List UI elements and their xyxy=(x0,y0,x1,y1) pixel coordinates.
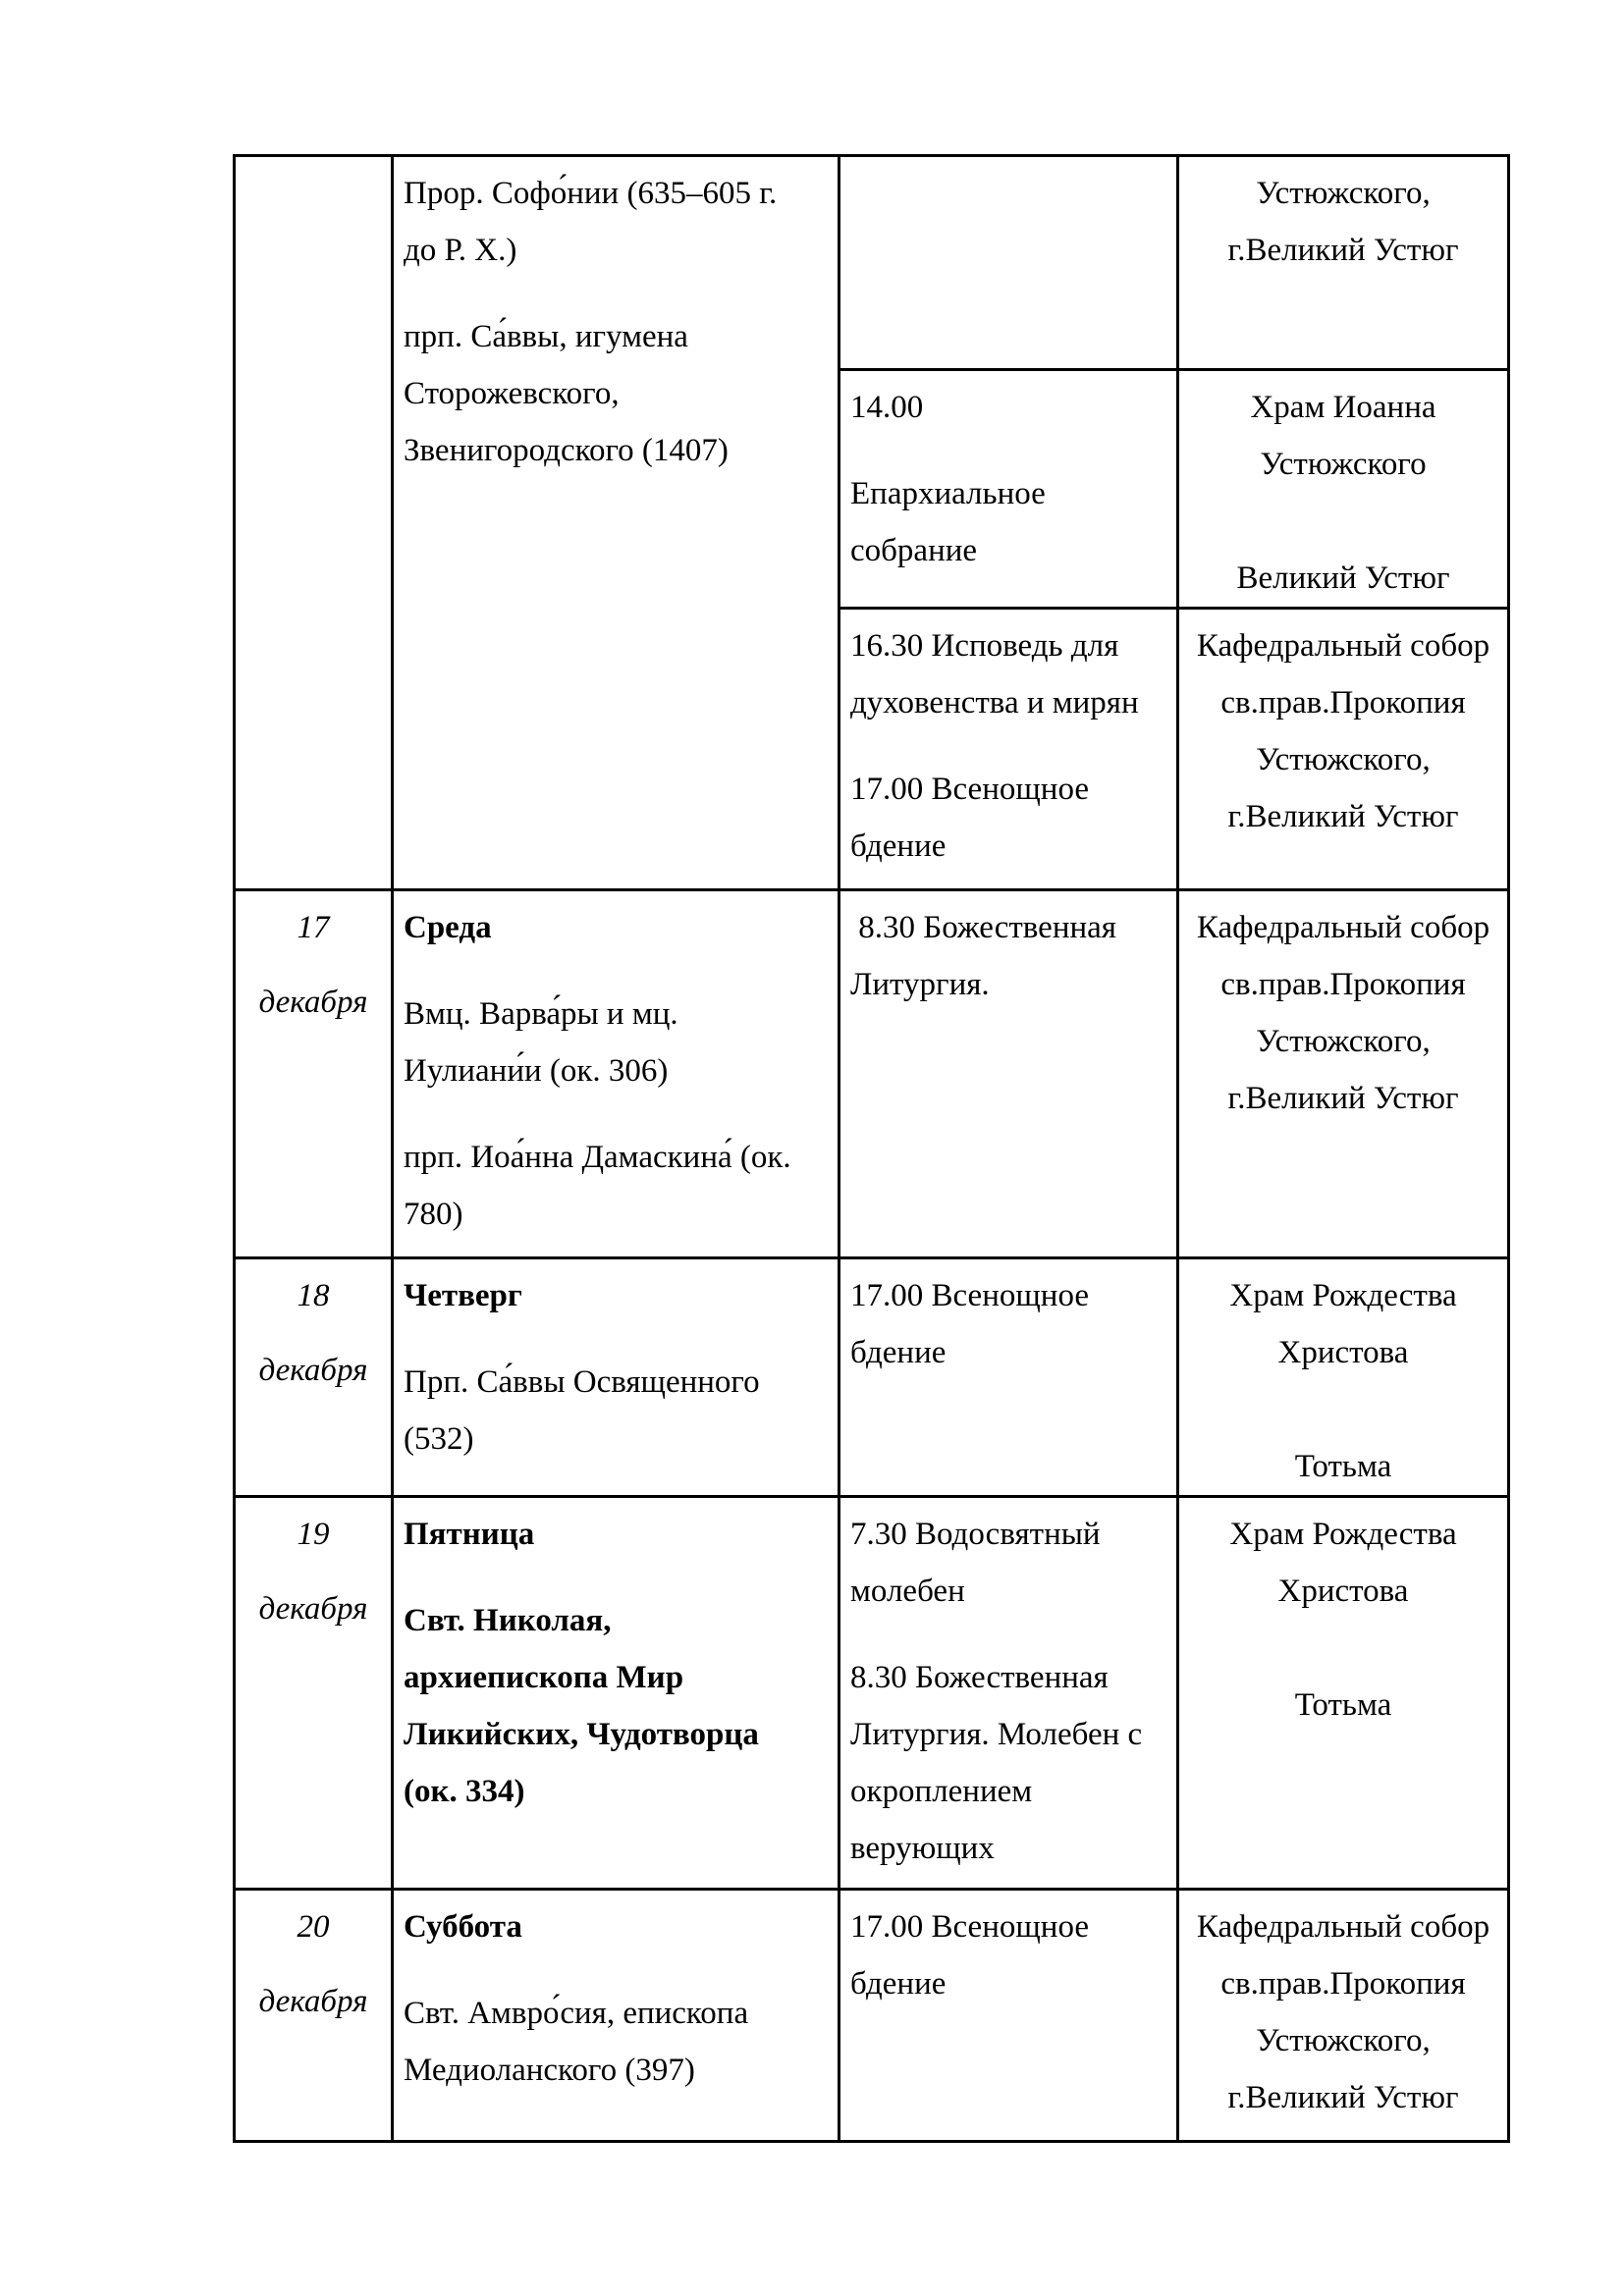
text-line: Прп. Са́ввы Освященного xyxy=(404,1364,760,1400)
text-line: бдение xyxy=(850,1966,947,2002)
text-line: Иулиани́и (ок. 306) xyxy=(404,1053,669,1089)
date-cell xyxy=(235,1497,393,1890)
text-line: Звенигородского (1407) xyxy=(404,433,729,468)
text-line: Епархиальное xyxy=(850,476,1046,511)
description-cell xyxy=(393,156,839,890)
text-line: прп. Са́ввы, игумена xyxy=(404,319,688,354)
text-line: 8.30 Божественная xyxy=(850,1660,1109,1695)
text-line: Кафедральный собор xyxy=(1196,910,1490,945)
text-line: духовенства и мирян xyxy=(850,685,1139,721)
text-line: окроплением xyxy=(850,1774,1033,1809)
text-line: Храм Рождества xyxy=(1229,1517,1457,1552)
service-cell xyxy=(839,609,1178,890)
text-line: Кафедральный собор xyxy=(1196,628,1490,664)
date-month: декабря xyxy=(258,1984,368,2019)
text-line: 8.30 Божественная xyxy=(850,910,1116,945)
text-line: Литургия. Молебен с xyxy=(850,1717,1143,1752)
text-line: (532) xyxy=(404,1421,474,1457)
text-line: верующих xyxy=(850,1831,995,1866)
location-cell xyxy=(1178,609,1509,890)
text-line: г.Великий Устюг xyxy=(1227,799,1459,834)
text-line: молебен xyxy=(850,1574,965,1609)
text-line: св.прав.Прокопия xyxy=(1220,967,1466,1002)
text-line: г.Великий Устюг xyxy=(1227,1081,1459,1116)
location-cell xyxy=(1178,156,1509,370)
text-line: г.Великий Устюг xyxy=(1227,2080,1459,2115)
text-line: до Р. Х.) xyxy=(404,233,517,268)
text-line: Свт. Амвро́сия, епископа xyxy=(404,1996,749,2031)
text-line: св.прав.Прокопия xyxy=(1220,1966,1466,2002)
description-cell xyxy=(393,890,839,1258)
text-line: Сторожевского, xyxy=(404,376,620,411)
date-cell xyxy=(235,1890,393,2142)
text-line: г.Великий Устюг xyxy=(1227,233,1459,268)
text-line: собрание xyxy=(850,533,978,568)
text-line: Христова xyxy=(1277,1574,1409,1609)
location-cell xyxy=(1178,890,1509,1258)
text-line: Тотьма xyxy=(1294,1449,1392,1484)
text-line: 14.00 xyxy=(850,390,924,425)
text-line: Свт. Николая, xyxy=(404,1603,612,1638)
text-line: Ликийских, Чудотворца xyxy=(404,1717,759,1752)
text-line: Великий Устюг xyxy=(1236,561,1450,596)
description-cell xyxy=(393,1890,839,2142)
text-line: архиепископа Мир xyxy=(404,1660,684,1695)
location-cell xyxy=(1178,1890,1509,2142)
day-name: Среда xyxy=(404,910,492,945)
date-month: декабря xyxy=(258,1591,368,1627)
text-line: св.прав.Прокопия xyxy=(1220,685,1466,721)
service-cell xyxy=(839,156,1178,370)
text-line: прп. Иоа́нна Дамаскина́ (ок. xyxy=(404,1140,791,1175)
text-line: Устюжского xyxy=(1260,447,1427,482)
date-number: 18 xyxy=(297,1278,330,1313)
location-cell xyxy=(1178,370,1509,609)
text-line: Устюжского, xyxy=(1256,176,1431,211)
text-line: (ок. 334) xyxy=(404,1774,525,1809)
text-line: 17.00 Всенощное xyxy=(850,772,1089,807)
text-line: 17.00 Всенощное xyxy=(850,1278,1089,1313)
table-row xyxy=(235,156,1509,370)
text-line: 780) xyxy=(404,1197,463,1232)
text-line: бдение xyxy=(850,1335,947,1370)
date-cell xyxy=(235,890,393,1258)
day-name: Пятница xyxy=(404,1517,535,1552)
location-cell xyxy=(1178,1497,1509,1890)
date-month: декабря xyxy=(258,985,368,1020)
text-line: Литургия. xyxy=(850,967,990,1002)
table-row-dec17 xyxy=(235,890,1509,1258)
location-cell xyxy=(1178,1258,1509,1497)
date-number: 17 xyxy=(297,910,330,945)
text-line: Вмц. Варва́ры и мц. xyxy=(404,996,678,1032)
service-cell xyxy=(839,370,1178,609)
text-line: Устюжского, xyxy=(1256,2023,1431,2058)
text-line: Медиоланского (397) xyxy=(404,2053,695,2088)
service-cell xyxy=(839,1890,1178,2142)
text-line: бдение xyxy=(850,828,947,864)
text-line: Прор. Софо́нии (635–605 г. xyxy=(404,176,778,211)
text-line: Устюжского, xyxy=(1256,1024,1431,1059)
service-cell xyxy=(839,1497,1178,1890)
date-cell xyxy=(235,1258,393,1497)
date-month: декабря xyxy=(258,1353,368,1388)
date-number: 20 xyxy=(297,1909,330,1945)
schedule-table xyxy=(233,154,1510,2143)
service-cell xyxy=(839,1258,1178,1497)
table-row-dec19 xyxy=(235,1497,1509,1890)
text-line: 16.30 Исповедь для xyxy=(850,628,1119,664)
date-cell xyxy=(235,156,393,890)
day-name: Суббота xyxy=(404,1909,522,1945)
text-line: Устюжского, xyxy=(1256,742,1431,777)
text-line: Храм Иоанна xyxy=(1250,390,1436,425)
text-line: 17.00 Всенощное xyxy=(850,1909,1089,1945)
description-cell xyxy=(393,1258,839,1497)
service-cell xyxy=(839,890,1178,1258)
description-cell xyxy=(393,1497,839,1890)
date-number: 19 xyxy=(297,1517,330,1552)
table-row-dec18 xyxy=(235,1258,1509,1497)
text-line: 7.30 Водосвятный xyxy=(850,1517,1101,1552)
text-line: Храм Рождества xyxy=(1229,1278,1457,1313)
text-line: Христова xyxy=(1277,1335,1409,1370)
table-row-dec20 xyxy=(235,1890,1509,2142)
day-name: Четверг xyxy=(404,1278,522,1313)
text-line: Тотьма xyxy=(1294,1687,1392,1723)
text-line: Кафедральный собор xyxy=(1196,1909,1490,1945)
